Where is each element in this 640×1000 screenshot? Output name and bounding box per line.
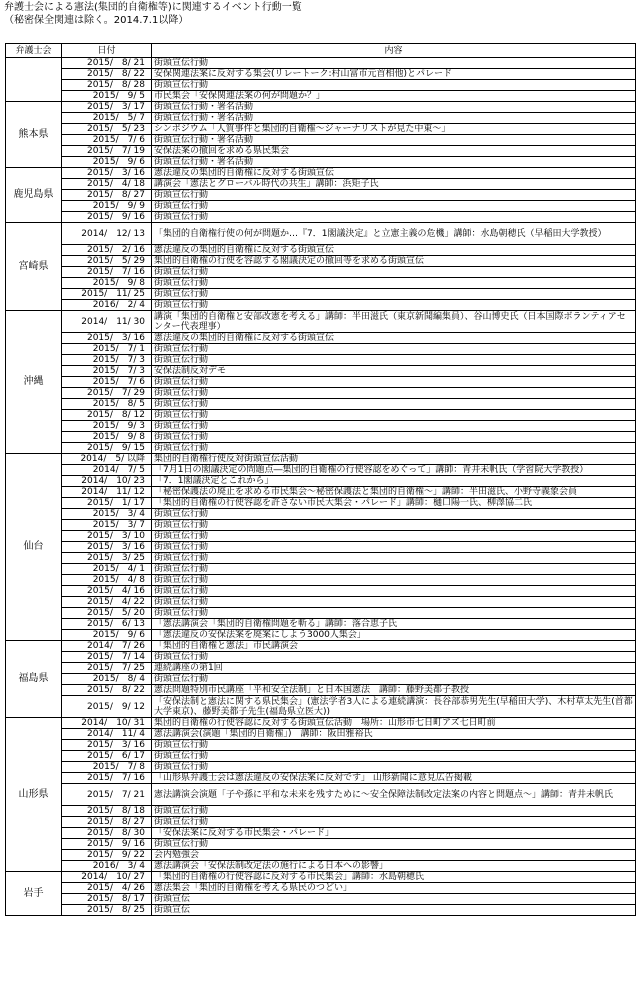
date-cell: 2015/ 5/ 23: [62, 124, 152, 135]
date-cell: 2015/ 2/ 16: [62, 245, 152, 256]
table-row: [6, 410, 636, 421]
table-row: [6, 146, 636, 157]
content-cell: 街頭宣伝行動: [152, 608, 636, 619]
content-cell: 集団的自衛権の行使を容認する閣議決定の撤回等を求める街頭宣伝: [152, 256, 636, 267]
content-cell: 街頭宣伝行動: [152, 355, 636, 366]
bar-association-cell: 山形県: [6, 718, 62, 872]
date-cell: 2015/ 5/ 20: [62, 608, 152, 619]
content-cell: 街頭宣伝行動: [152, 300, 636, 311]
table-row: [6, 531, 636, 542]
content-cell: 憲法集会「集団的自衛権を考える県民のつどい」: [152, 883, 636, 894]
content-cell: 街頭宣伝行動: [152, 344, 636, 355]
content-cell: 安保関連法案に反対する集会(リレートーク:村山富市元首相他)とパレード: [152, 69, 636, 80]
content-cell: 街頭宣伝行動: [152, 432, 636, 443]
content-cell: 憲法講演会演題「子や孫に平和な未来を残すために～安全保障法制改定法案の内容と問題点～」講師：青井未帆氏: [152, 784, 636, 806]
content-cell: 「憲法講演会「集団的自衛権問題を斬る」講師：落合恵子氏: [152, 619, 636, 630]
table-row: [6, 443, 636, 454]
table-row: [6, 520, 636, 531]
events-table: [5, 43, 636, 916]
content-cell: 街頭宣伝行動: [152, 58, 636, 69]
content-cell: 「7月1日の閣議決定の問題点―集団的自衛権の行使容認をめぐって」講師：青井未帆氏（学習院大学教授）: [152, 465, 636, 476]
content-cell: 憲法違反の集団的自衛権に反対する街頭宣伝: [152, 168, 636, 179]
date-cell: 2015/ 3/ 16: [62, 333, 152, 344]
content-cell: 街頭宣伝行動: [152, 201, 636, 212]
content-cell: 市民集会「安保関連法案の何が問題か？」: [152, 91, 636, 102]
content-cell: 街頭宣伝行動: [152, 531, 636, 542]
date-cell: 2015/ 9/ 12: [62, 696, 152, 718]
date-cell: 2014/ 10/ 27: [62, 872, 152, 883]
content-cell: シンポジウム「人質事件と集団的自衛権～ジャーナリストが見た中東～」: [152, 124, 636, 135]
date-cell: 2015/ 8/ 22: [62, 69, 152, 80]
date-cell: 2015/ 7/ 6: [62, 377, 152, 388]
column-header-bar-association: 弁護士会: [6, 44, 62, 58]
table-row: [6, 773, 636, 784]
content-cell: 「秘密保護法の廃止を求める市民集会～秘密保護法と集団的自衛権～」講師：半田滋氏、小野寺義象会員: [152, 487, 636, 498]
bar-association-cell: 沖縄: [6, 311, 62, 454]
date-cell: 2015/ 8/ 12: [62, 410, 152, 421]
content-cell: 「集団的自衛権と憲法」市民講演会: [152, 641, 636, 652]
table-row: [6, 729, 636, 740]
table-row: [6, 58, 636, 69]
date-cell: 2015/ 8/ 18: [62, 806, 152, 817]
date-cell: 2015/ 5/ 29: [62, 256, 152, 267]
table-row: [6, 498, 636, 509]
date-cell: 2015/ 7/ 3: [62, 355, 152, 366]
table-row: [6, 718, 636, 729]
content-cell: 安保法案の撤回を求める県民集会: [152, 146, 636, 157]
date-cell: 2015/ 8/ 5: [62, 399, 152, 410]
date-cell: 2015/ 7/ 8: [62, 762, 152, 773]
date-cell: 2015/ 4/ 22: [62, 597, 152, 608]
content-cell: 講演「集団的自衛権と安部改憲を考える」講師：半田滋氏（東京新聞編集員）、谷山博史氏（日本国際ボランティアセンター代表理事）: [152, 311, 636, 333]
content-cell: 講演会「憲法とグローバル時代の共生」講師：浜矩子氏: [152, 179, 636, 190]
content-cell: 街頭宣伝行動: [152, 740, 636, 751]
date-cell: 2015/ 3/ 7: [62, 520, 152, 531]
date-cell: 2014/ 11/ 12: [62, 487, 152, 498]
content-cell: 憲法講演会(演題「集団的自衛権」) 講師：阪田雅裕氏: [152, 729, 636, 740]
table-row: [6, 355, 636, 366]
date-cell: 2015/ 7/ 25: [62, 663, 152, 674]
date-cell: 2015/ 8/ 25: [62, 905, 152, 916]
date-cell: 2015/ 7/ 6: [62, 135, 152, 146]
date-cell: 2016/ 3/ 4: [62, 861, 152, 872]
date-cell: 2015/ 3/ 16: [62, 542, 152, 553]
date-cell: 2015/ 7/ 19: [62, 146, 152, 157]
table-row: [6, 894, 636, 905]
table-row: [6, 586, 636, 597]
date-cell: 2014/ 7/ 5: [62, 465, 152, 476]
date-cell: 2015/ 9/ 6: [62, 630, 152, 641]
table-row: [6, 740, 636, 751]
date-cell: 2015/ 4/ 26: [62, 883, 152, 894]
date-cell: 2015/ 9/ 22: [62, 850, 152, 861]
table-row: [6, 223, 636, 245]
content-cell: 街頭宣伝行動: [152, 762, 636, 773]
content-cell: 街頭宣伝行動: [152, 289, 636, 300]
content-cell: 街頭宣伝行動: [152, 80, 636, 91]
table-row: [6, 377, 636, 388]
content-cell: 街頭宣伝行動: [152, 377, 636, 388]
content-cell: 集団的自衛権の行使容認に反対する街頭宣伝活動 場所：山形市七日町アズ七日町前: [152, 718, 636, 729]
table-row: [6, 806, 636, 817]
bar-association-cell: 宮崎県: [6, 223, 62, 311]
table-row: [6, 366, 636, 377]
table-row: [6, 421, 636, 432]
content-cell: 街頭宣伝行動: [152, 817, 636, 828]
table-row: [6, 872, 636, 883]
bar-association-cell: 熊本県: [6, 102, 62, 168]
content-cell: 街頭宣伝行動: [152, 806, 636, 817]
table-row: [6, 344, 636, 355]
date-cell: 2015/ 4/ 18: [62, 179, 152, 190]
date-cell: 2015/ 7/ 16: [62, 267, 152, 278]
content-cell: 街頭宣伝行動・署名活動: [152, 113, 636, 124]
date-cell: 2015/ 3/ 16: [62, 168, 152, 179]
table-row: [6, 465, 636, 476]
date-cell: 2014/ 10/ 31: [62, 718, 152, 729]
table-row: [6, 663, 636, 674]
table-row: [6, 157, 636, 168]
date-cell: 2014/ 12/ 13: [62, 223, 152, 245]
content-cell: 憲法問題特別市民講座「平和安全法制」と日本国憲法 講師：藤野美都子教授: [152, 685, 636, 696]
date-cell: 2014/ 10/ 23: [62, 476, 152, 487]
date-cell: 2015/ 7/ 21: [62, 784, 152, 806]
table-row: [6, 553, 636, 564]
date-cell: 2015/ 4/ 16: [62, 586, 152, 597]
table-row: [6, 817, 636, 828]
table-row: [6, 80, 636, 91]
date-cell: 2015/ 6/ 17: [62, 751, 152, 762]
date-cell: 2014/ 7/ 26: [62, 641, 152, 652]
table-row: [6, 454, 636, 465]
content-cell: 街頭宣伝行動: [152, 399, 636, 410]
page-header: [4, 1, 302, 27]
date-cell: 2015/ 6/ 13: [62, 619, 152, 630]
content-cell: 街頭宣伝行動: [152, 542, 636, 553]
table-row: [6, 564, 636, 575]
table-row: [6, 575, 636, 586]
content-cell: 「7．1閣議決定とこれから」: [152, 476, 636, 487]
date-cell: 2015/ 3/ 17: [62, 102, 152, 113]
content-cell: 街頭宣伝行動: [152, 443, 636, 454]
date-cell: 2015/ 4/ 8: [62, 575, 152, 586]
table-row: [6, 135, 636, 146]
table-row: [6, 861, 636, 872]
content-cell: 会内勉強会: [152, 850, 636, 861]
date-cell: 2015/ 9/ 5: [62, 91, 152, 102]
table-row: [6, 674, 636, 685]
table-row: [6, 883, 636, 894]
table-row: [6, 850, 636, 861]
table-row: [6, 311, 636, 333]
table-row: [6, 784, 636, 806]
date-cell: 2015/ 7/ 1: [62, 344, 152, 355]
content-cell: 「安保法案に反対する市民集会・パレード」: [152, 828, 636, 839]
table-row: [6, 476, 636, 487]
bar-association-cell: 仙台: [6, 454, 62, 641]
date-cell: 2015/ 9/ 16: [62, 839, 152, 850]
content-cell: 「憲法違反の安保法案を廃案にしよう3000人集会」: [152, 630, 636, 641]
content-cell: 街頭宣伝行動: [152, 553, 636, 564]
table-row: [6, 619, 636, 630]
content-cell: 街頭宣伝行動: [152, 586, 636, 597]
table-row: [6, 542, 636, 553]
table-row: [6, 399, 636, 410]
content-cell: 集団的自衛権行使反対街頭宣伝活動: [152, 454, 636, 465]
table-row: [6, 828, 636, 839]
date-cell: 2015/ 8/ 30: [62, 828, 152, 839]
content-cell: 憲法講演会「安保法制改定法の施行による日本への影響」: [152, 861, 636, 872]
table-row: [6, 751, 636, 762]
table-row: [6, 179, 636, 190]
date-cell: 2015/ 9/ 9: [62, 201, 152, 212]
table-row: [6, 190, 636, 201]
date-cell: 2015/ 9/ 3: [62, 421, 152, 432]
date-cell: 2015/ 8/ 4: [62, 674, 152, 685]
content-cell: 連続講座の第1回: [152, 663, 636, 674]
column-header-content: 内容: [152, 44, 636, 58]
date-cell: 2015/ 8/ 28: [62, 80, 152, 91]
content-cell: 「集団的自衛権の行使容認に反対する市民集会」講師：水島朝穂氏: [152, 872, 636, 883]
date-cell: 2015/ 9/ 16: [62, 212, 152, 223]
date-cell: 2015/ 8/ 27: [62, 817, 152, 828]
table-row: [6, 212, 636, 223]
content-cell: 街頭宣伝行動: [152, 278, 636, 289]
date-cell: 2015/ 9/ 6: [62, 157, 152, 168]
content-cell: 街頭宣伝: [152, 894, 636, 905]
table-row: [6, 168, 636, 179]
content-cell: 街頭宣伝行動: [152, 212, 636, 223]
table-row: [6, 839, 636, 850]
date-cell: 2014/ 5/ 以降: [62, 454, 152, 465]
table-row: [6, 300, 636, 311]
date-cell: 2015/ 5/ 7: [62, 113, 152, 124]
date-cell: 2015/ 7/ 16: [62, 773, 152, 784]
table-row: [6, 113, 636, 124]
content-cell: 街頭宣伝: [152, 905, 636, 916]
content-cell: 街頭宣伝行動: [152, 564, 636, 575]
content-cell: 街頭宣伝行動: [152, 190, 636, 201]
table-header-row: [6, 44, 636, 58]
content-cell: 街頭宣伝行動: [152, 421, 636, 432]
table-row: [6, 487, 636, 498]
column-header-date: 日付: [62, 44, 152, 58]
table-row: [6, 652, 636, 663]
date-cell: 2015/ 4/ 1: [62, 564, 152, 575]
table-row: [6, 696, 636, 718]
content-cell: 「集団的自衛権の行使容認を許さない市民大集会・パレード」講師：樋口陽一氏、柳澤協二氏: [152, 498, 636, 509]
date-cell: 2014/ 11/ 4: [62, 729, 152, 740]
date-cell: 2015/ 7/ 14: [62, 652, 152, 663]
content-cell: 安保法制反対デモ: [152, 366, 636, 377]
table-row: [6, 278, 636, 289]
bar-association-cell: [6, 58, 62, 102]
date-cell: 2015/ 7/ 29: [62, 388, 152, 399]
table-row: [6, 432, 636, 443]
date-cell: 2014/ 11/ 30: [62, 311, 152, 333]
bar-association-cell: 鹿児島県: [6, 168, 62, 223]
page-subtitle: （秘密保全関連は除く。2014.7.1以降）: [4, 15, 189, 26]
table-row: [6, 905, 636, 916]
table-row: [6, 630, 636, 641]
table-row: [6, 685, 636, 696]
table-row: [6, 289, 636, 300]
bar-association-cell: 福島県: [6, 641, 62, 718]
date-cell: 2015/ 3/ 25: [62, 553, 152, 564]
content-cell: 「山形県弁護士会は憲法違反の安保法案に反対です」 山形新聞に意見広告掲載: [152, 773, 636, 784]
content-cell: 街頭宣伝行動: [152, 597, 636, 608]
date-cell: 2015/ 11/ 25: [62, 289, 152, 300]
date-cell: 2015/ 3/ 4: [62, 509, 152, 520]
table-row: [6, 762, 636, 773]
date-cell: 2015/ 9/ 15: [62, 443, 152, 454]
table-row: [6, 245, 636, 256]
content-cell: 憲法違反の集団的自衛権に反対する街頭宣伝: [152, 333, 636, 344]
bar-association-cell: 岩手: [6, 872, 62, 916]
date-cell: 2015/ 3/ 16: [62, 740, 152, 751]
page-title: 弁護士会による憲法(集団的自衛権等)に関連するイベント行動一覧: [4, 2, 302, 13]
date-cell: 2015/ 1/ 17: [62, 498, 152, 509]
content-cell: 街頭宣伝行動: [152, 509, 636, 520]
content-cell: 街頭宣伝行動: [152, 388, 636, 399]
date-cell: 2016/ 2/ 4: [62, 300, 152, 311]
date-cell: 2015/ 3/ 10: [62, 531, 152, 542]
table-row: [6, 333, 636, 344]
content-cell: 街頭宣伝行動: [152, 674, 636, 685]
date-cell: 2015/ 8/ 22: [62, 685, 152, 696]
content-cell: 街頭宣伝行動・署名活動: [152, 135, 636, 146]
date-cell: 2015/ 9/ 8: [62, 278, 152, 289]
content-cell: 街頭宣伝行動: [152, 839, 636, 850]
table-row: [6, 388, 636, 399]
table-row: [6, 201, 636, 212]
content-cell: 街頭宣伝行動・署名活動: [152, 102, 636, 113]
content-cell: 街頭宣伝行動: [152, 575, 636, 586]
table-row: [6, 608, 636, 619]
content-cell: 憲法違反の集団的自衛権に反対する街頭宣伝: [152, 245, 636, 256]
table-row: [6, 102, 636, 113]
table-body: [6, 58, 636, 916]
date-cell: 2015/ 8/ 17: [62, 894, 152, 905]
content-cell: 街頭宣伝行動: [152, 410, 636, 421]
content-cell: 街頭宣伝行動: [152, 751, 636, 762]
table-row: [6, 69, 636, 80]
content-cell: 街頭宣伝行動・署名活動: [152, 157, 636, 168]
table-row: [6, 267, 636, 278]
date-cell: 2015/ 9/ 8: [62, 432, 152, 443]
table-row: [6, 124, 636, 135]
date-cell: 2015/ 7/ 3: [62, 366, 152, 377]
table-row: [6, 91, 636, 102]
table-row: [6, 256, 636, 267]
date-cell: 2015/ 8/ 21: [62, 58, 152, 69]
date-cell: 2015/ 8/ 27: [62, 190, 152, 201]
table-row: [6, 597, 636, 608]
content-cell: 「安保法制と憲法に関する県民集会」(憲法学者3人による連続講演：長谷部恭男先生(早稲田大学)、木村草太先生(首都大学東京)、藤野美都子先生(福島県立医大)): [152, 696, 636, 718]
table-row: [6, 641, 636, 652]
content-cell: 街頭宣伝行動: [152, 520, 636, 531]
content-cell: 街頭宣伝行動: [152, 652, 636, 663]
table-row: [6, 509, 636, 520]
content-cell: 「集団的自衛権行使の何が問題か…『7．1閣議決定』と立憲主義の危機」講師：水島朝穂氏（早稲田大学教授）: [152, 223, 636, 245]
content-cell: 街頭宣伝行動: [152, 267, 636, 278]
